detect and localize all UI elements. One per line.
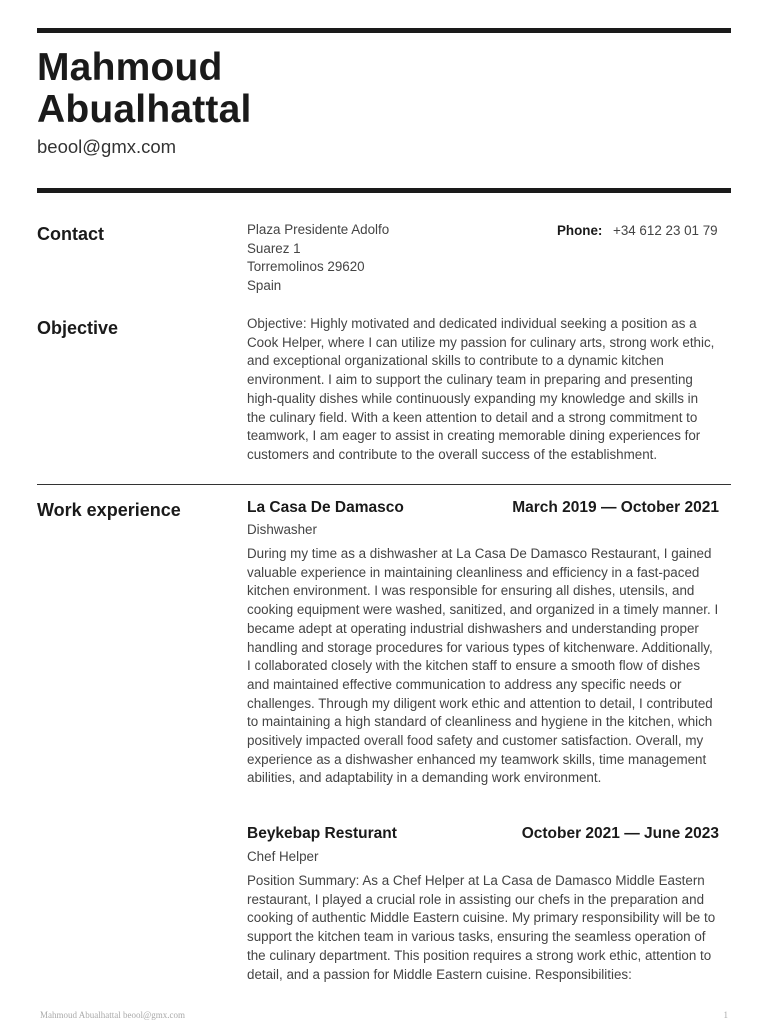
candidate-email[interactable]: beool@gmx.com <box>37 136 177 157</box>
phone-label: Phone: <box>557 223 603 238</box>
address-line: Plaza Presidente Adolfo <box>247 222 390 237</box>
objective-section-title: Objective <box>37 318 119 338</box>
job-company: Beykebap Resturant <box>247 825 397 842</box>
header-divider <box>37 188 731 193</box>
job-role: Dishwasher <box>247 522 317 537</box>
address-line: Suarez 1 <box>247 240 301 256</box>
job-description: Position Summary: As a Chef Helper at La Casa de Damasco Middle Eastern restaurant, I played a crucial role in assisting our chefs in the preparation and cooking of authentic Middle Eastern cuisine. My primary responsibility will be to support the kitchen team in various tasks, ensuring the seamless operation of the culinary department. This position requires a strong work ethic, attention to detail, and a passion for Middle Eastern cuisine. Responsibilities: <box>247 873 716 982</box>
work-section-title: Work experience <box>37 500 181 520</box>
job-role: Chef Helper <box>247 849 319 864</box>
objective-text: Objective: Highly motivated and dedicated individual seeking a position as a Cook Helper, where I can utilize my passion for culinary arts, strong work ethic, and exceptional organizational skills to contribute to a dynamic kitchen environment. I aim to support the culinary team in preparing and presenting high-quality dishes while continuously expanding my knowledge and skills in the culinary field. With a keen attention to detail and a strong commitment to teamwork, I am eager to assist in creating memorable dining experiences for customers and contribute to the overall success of the establishment. <box>247 316 715 462</box>
footer-text: Mahmoud Abualhattal beool@gmx.com <box>40 1010 186 1020</box>
job-dates: October 2021 — June 2023 <box>521 825 719 842</box>
top-rule <box>37 28 731 33</box>
address-line: Torremolinos 29620 <box>247 259 365 275</box>
job-dates: March 2019 — October 2021 <box>512 499 719 516</box>
contact-address <box>247 221 547 296</box>
job-company: La Casa De Damasco <box>247 499 404 516</box>
contact-section-title: Contact <box>37 224 104 244</box>
job-description: During my time as a dishwasher at La Casa De Damasco Restaurant, I gained valuable experience in maintaining cleanliness and efficiency in a fast-paced kitchen environment. I was responsible for ensuring all dishes, utensils, and cooking equipment were washed, sanitized, and organized in a timely manner. I became adept at operating industrial dishwashers and understanding proper handling and storage procedures for various types of kitchenware. Additionally, I collaborated closely with the kitchen staff to ensure a smooth flow of dishes and maintained effective communication to address any specific needs or challenges. Through my diligent work ethic and attention to detail, I contributed to maintaining a high standard of cleanliness and hygiene in the kitchen, which positively impacted overall food safety and customer satisfaction. Overall, my experience as a dishwasher enhanced my teamwork skills, time management abilities, and adaptability in a demanding work environment. <box>247 546 719 786</box>
section-divider <box>37 484 731 485</box>
phone-value[interactable]: +34 612 23 01 79 <box>613 223 718 238</box>
name-last: Abualhattal <box>37 88 252 131</box>
page-number: 1 <box>723 1010 728 1020</box>
name-first: Mahmoud <box>37 46 223 89</box>
address-line: Spain <box>247 278 282 294</box>
candidate-name <box>37 47 252 131</box>
